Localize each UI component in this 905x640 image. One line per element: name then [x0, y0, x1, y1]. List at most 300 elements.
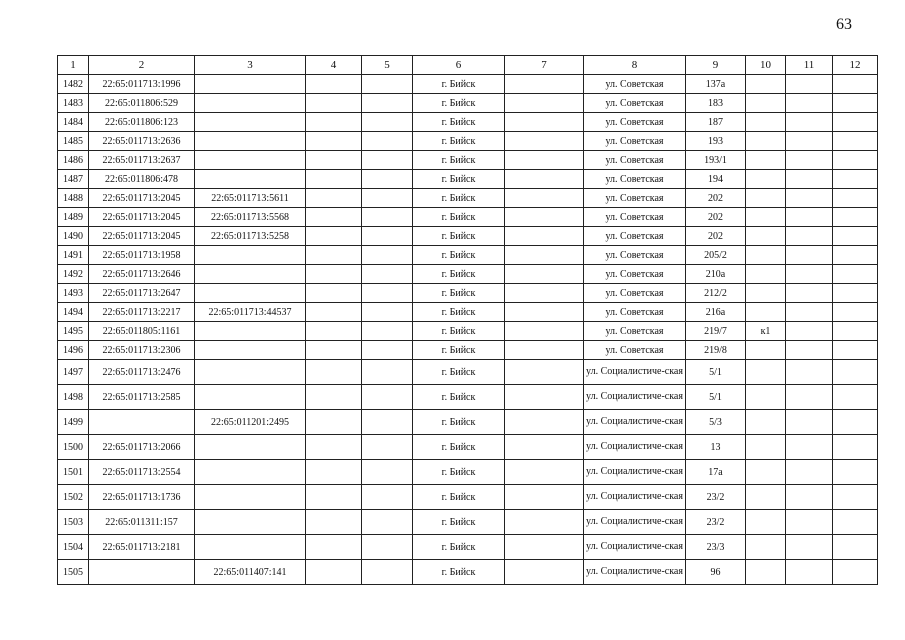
column-7-cell [505, 535, 584, 560]
cadastral-number-cell [89, 560, 195, 585]
column-11-cell [786, 75, 833, 94]
table-row [58, 94, 878, 113]
related-cadastral-number-cell: 22:65:011713:5568 [195, 208, 306, 227]
column-4-cell [306, 113, 362, 132]
related-cadastral-number-cell: 22:65:011201:2495 [195, 410, 306, 435]
row-number-cell: 1488 [58, 189, 89, 208]
related-cadastral-number-cell [195, 485, 306, 510]
column-11-cell [786, 385, 833, 410]
column-11-cell [786, 246, 833, 265]
column-4-cell [306, 151, 362, 170]
column-5-cell [362, 227, 413, 246]
street-cell: ул. Социалистиче-ская [584, 560, 686, 585]
row-number-cell: 1493 [58, 284, 89, 303]
building-cell [746, 284, 786, 303]
street-cell: ул. Советская [584, 303, 686, 322]
building-cell [746, 113, 786, 132]
street-cell: ул. Социалистиче-ская [584, 360, 686, 385]
column-12-cell [833, 535, 878, 560]
column-header: 1 [58, 56, 89, 75]
column-header: 2 [89, 56, 195, 75]
locality-cell: г. Бийск [413, 151, 505, 170]
house-number-cell: 210а [686, 265, 746, 284]
row-number-cell: 1500 [58, 435, 89, 460]
column-5-cell [362, 246, 413, 265]
column-7-cell [505, 170, 584, 189]
column-5-cell [362, 460, 413, 485]
table-row [58, 284, 878, 303]
house-number-cell: 202 [686, 189, 746, 208]
building-cell [746, 303, 786, 322]
column-4-cell [306, 322, 362, 341]
page-number: 63 [836, 16, 852, 33]
house-number-cell: 5/1 [686, 360, 746, 385]
street-cell: ул. Советская [584, 75, 686, 94]
column-5-cell [362, 385, 413, 410]
column-7-cell [505, 132, 584, 151]
column-12-cell [833, 560, 878, 585]
house-number-cell: 13 [686, 435, 746, 460]
locality-cell: г. Бийск [413, 485, 505, 510]
column-11-cell [786, 410, 833, 435]
cadastral-number-cell: 22:65:011713:2636 [89, 132, 195, 151]
column-4-cell [306, 284, 362, 303]
column-5-cell [362, 435, 413, 460]
house-number-cell: 202 [686, 227, 746, 246]
row-number-cell: 1485 [58, 132, 89, 151]
column-12-cell [833, 265, 878, 284]
column-11-cell [786, 170, 833, 189]
locality-cell: г. Бийск [413, 265, 505, 284]
street-cell: ул. Советская [584, 227, 686, 246]
column-11-cell [786, 360, 833, 385]
column-header: 6 [413, 56, 505, 75]
column-header: 4 [306, 56, 362, 75]
column-4-cell [306, 75, 362, 94]
column-5-cell [362, 132, 413, 151]
house-number-cell: 193/1 [686, 151, 746, 170]
column-4-cell [306, 303, 362, 322]
locality-cell: г. Бийск [413, 303, 505, 322]
column-4-cell [306, 535, 362, 560]
related-cadastral-number-cell [195, 113, 306, 132]
column-12-cell [833, 284, 878, 303]
row-number-cell: 1490 [58, 227, 89, 246]
column-5-cell [362, 360, 413, 385]
table-row [58, 535, 878, 560]
column-7-cell [505, 341, 584, 360]
column-11-cell [786, 227, 833, 246]
column-4-cell [306, 265, 362, 284]
table-row [58, 410, 878, 435]
street-cell: ул. Советская [584, 208, 686, 227]
cadastral-number-cell: 22:65:011713:2066 [89, 435, 195, 460]
column-4-cell [306, 246, 362, 265]
building-cell [746, 385, 786, 410]
column-11-cell [786, 132, 833, 151]
column-header: 10 [746, 56, 786, 75]
building-cell [746, 189, 786, 208]
column-11-cell [786, 535, 833, 560]
locality-cell: г. Бийск [413, 189, 505, 208]
related-cadastral-number-cell [195, 322, 306, 341]
column-5-cell [362, 75, 413, 94]
house-number-cell: 194 [686, 170, 746, 189]
column-5-cell [362, 510, 413, 535]
cadastral-number-cell: 22:65:011713:2646 [89, 265, 195, 284]
column-5-cell [362, 485, 413, 510]
cadastral-number-cell: 22:65:011713:2217 [89, 303, 195, 322]
cadastral-number-cell: 22:65:011713:2585 [89, 385, 195, 410]
street-cell: ул. Советская [584, 113, 686, 132]
related-cadastral-number-cell [195, 435, 306, 460]
building-cell [746, 535, 786, 560]
locality-cell: г. Бийск [413, 75, 505, 94]
row-number-cell: 1504 [58, 535, 89, 560]
column-7-cell [505, 360, 584, 385]
column-5-cell [362, 303, 413, 322]
locality-cell: г. Бийск [413, 535, 505, 560]
column-12-cell [833, 246, 878, 265]
column-4-cell [306, 485, 362, 510]
building-cell [746, 460, 786, 485]
column-5-cell [362, 170, 413, 189]
related-cadastral-number-cell [195, 510, 306, 535]
column-12-cell [833, 94, 878, 113]
column-7-cell [505, 322, 584, 341]
locality-cell: г. Бийск [413, 208, 505, 227]
building-cell: к1 [746, 322, 786, 341]
street-cell: ул. Социалистиче-ская [584, 435, 686, 460]
table-row [58, 303, 878, 322]
column-7-cell [505, 94, 584, 113]
column-12-cell [833, 113, 878, 132]
building-cell [746, 94, 786, 113]
column-5-cell [362, 284, 413, 303]
column-4-cell [306, 510, 362, 535]
column-5-cell [362, 113, 413, 132]
building-cell [746, 208, 786, 227]
column-4-cell [306, 94, 362, 113]
column-4-cell [306, 227, 362, 246]
related-cadastral-number-cell [195, 460, 306, 485]
street-cell: ул. Советская [584, 170, 686, 189]
building-cell [746, 170, 786, 189]
locality-cell: г. Бийск [413, 284, 505, 303]
house-number-cell: 193 [686, 132, 746, 151]
table-row [58, 385, 878, 410]
row-number-cell: 1483 [58, 94, 89, 113]
column-11-cell [786, 189, 833, 208]
column-5-cell [362, 410, 413, 435]
cadastral-number-cell: 22:65:011806:123 [89, 113, 195, 132]
building-cell [746, 360, 786, 385]
cadastral-number-cell: 22:65:011806:478 [89, 170, 195, 189]
table-row [58, 265, 878, 284]
locality-cell: г. Бийск [413, 510, 505, 535]
house-number-cell: 219/7 [686, 322, 746, 341]
column-header: 9 [686, 56, 746, 75]
column-5-cell [362, 535, 413, 560]
column-4-cell [306, 132, 362, 151]
column-5-cell [362, 341, 413, 360]
column-7-cell [505, 113, 584, 132]
street-cell: ул. Социалистиче-ская [584, 460, 686, 485]
column-5-cell [362, 322, 413, 341]
table-row [58, 246, 878, 265]
building-cell [746, 265, 786, 284]
related-cadastral-number-cell: 22:65:011713:5258 [195, 227, 306, 246]
house-number-cell: 5/3 [686, 410, 746, 435]
column-7-cell [505, 75, 584, 94]
locality-cell: г. Бийск [413, 460, 505, 485]
row-number-cell: 1487 [58, 170, 89, 189]
column-4-cell [306, 560, 362, 585]
related-cadastral-number-cell: 22:65:011407:141 [195, 560, 306, 585]
cadastral-number-cell: 22:65:011713:2306 [89, 341, 195, 360]
locality-cell: г. Бийск [413, 113, 505, 132]
table-row [58, 322, 878, 341]
related-cadastral-number-cell [195, 284, 306, 303]
table-row [58, 560, 878, 585]
column-12-cell [833, 189, 878, 208]
related-cadastral-number-cell [195, 360, 306, 385]
column-7-cell [505, 560, 584, 585]
column-7-cell [505, 435, 584, 460]
locality-cell: г. Бийск [413, 170, 505, 189]
column-7-cell [505, 189, 584, 208]
column-12-cell [833, 485, 878, 510]
street-cell: ул. Советская [584, 94, 686, 113]
street-cell: ул. Советская [584, 341, 686, 360]
column-header: 12 [833, 56, 878, 75]
column-header: 5 [362, 56, 413, 75]
column-5-cell [362, 189, 413, 208]
table-row [58, 151, 878, 170]
column-12-cell [833, 341, 878, 360]
cadastral-number-cell: 22:65:011713:2476 [89, 360, 195, 385]
related-cadastral-number-cell [195, 151, 306, 170]
column-header: 3 [195, 56, 306, 75]
locality-cell: г. Бийск [413, 341, 505, 360]
column-4-cell [306, 460, 362, 485]
column-12-cell [833, 460, 878, 485]
cadastral-number-cell: 22:65:011713:2647 [89, 284, 195, 303]
house-number-cell: 216а [686, 303, 746, 322]
column-7-cell [505, 485, 584, 510]
building-cell [746, 227, 786, 246]
column-4-cell [306, 170, 362, 189]
column-7-cell [505, 510, 584, 535]
related-cadastral-number-cell [195, 170, 306, 189]
house-number-cell: 23/3 [686, 535, 746, 560]
column-12-cell [833, 435, 878, 460]
house-number-cell: 187 [686, 113, 746, 132]
column-11-cell [786, 151, 833, 170]
cadastral-number-cell [89, 410, 195, 435]
cadastral-number-cell: 22:65:011713:1996 [89, 75, 195, 94]
table-row [58, 113, 878, 132]
row-number-cell: 1503 [58, 510, 89, 535]
column-11-cell [786, 208, 833, 227]
locality-cell: г. Бийск [413, 360, 505, 385]
locality-cell: г. Бийск [413, 410, 505, 435]
column-7-cell [505, 151, 584, 170]
column-11-cell [786, 113, 833, 132]
column-7-cell [505, 385, 584, 410]
table-row [58, 227, 878, 246]
locality-cell: г. Бийск [413, 385, 505, 410]
column-12-cell [833, 75, 878, 94]
house-number-cell: 183 [686, 94, 746, 113]
row-number-cell: 1489 [58, 208, 89, 227]
column-12-cell [833, 303, 878, 322]
locality-cell: г. Бийск [413, 560, 505, 585]
street-cell: ул. Социалистиче-ская [584, 535, 686, 560]
column-4-cell [306, 341, 362, 360]
column-12-cell [833, 510, 878, 535]
cadastral-number-cell: 22:65:011713:1958 [89, 246, 195, 265]
column-5-cell [362, 94, 413, 113]
street-cell: ул. Советская [584, 284, 686, 303]
table-row [58, 510, 878, 535]
table-row [58, 75, 878, 94]
street-cell: ул. Социалистиче-ская [584, 510, 686, 535]
cadastral-number-cell: 22:65:011713:2554 [89, 460, 195, 485]
column-11-cell [786, 460, 833, 485]
cadastral-number-cell: 22:65:011713:2045 [89, 208, 195, 227]
cadastral-number-cell: 22:65:011713:2181 [89, 535, 195, 560]
locality-cell: г. Бийск [413, 246, 505, 265]
column-11-cell [786, 303, 833, 322]
building-cell [746, 435, 786, 460]
column-12-cell [833, 208, 878, 227]
column-4-cell [306, 208, 362, 227]
house-number-cell: 23/2 [686, 485, 746, 510]
locality-cell: г. Бийск [413, 132, 505, 151]
locality-cell: г. Бийск [413, 94, 505, 113]
row-number-cell: 1498 [58, 385, 89, 410]
cadastral-number-cell: 22:65:011311:157 [89, 510, 195, 535]
related-cadastral-number-cell [195, 535, 306, 560]
row-number-cell: 1486 [58, 151, 89, 170]
column-4-cell [306, 410, 362, 435]
building-cell [746, 560, 786, 585]
locality-cell: г. Бийск [413, 322, 505, 341]
column-12-cell [833, 322, 878, 341]
column-11-cell [786, 560, 833, 585]
row-number-cell: 1505 [58, 560, 89, 585]
column-12-cell [833, 410, 878, 435]
building-cell [746, 246, 786, 265]
house-number-cell: 17а [686, 460, 746, 485]
cadastral-number-cell: 22:65:011713:1736 [89, 485, 195, 510]
column-7-cell [505, 410, 584, 435]
column-7-cell [505, 303, 584, 322]
related-cadastral-number-cell: 22:65:011713:44537 [195, 303, 306, 322]
column-11-cell [786, 284, 833, 303]
building-cell [746, 151, 786, 170]
building-cell [746, 132, 786, 151]
column-7-cell [505, 265, 584, 284]
column-11-cell [786, 435, 833, 460]
house-number-cell: 5/1 [686, 385, 746, 410]
table-row [58, 132, 878, 151]
column-7-cell [505, 208, 584, 227]
row-number-cell: 1491 [58, 246, 89, 265]
related-cadastral-number-cell: 22:65:011713:5611 [195, 189, 306, 208]
building-cell [746, 485, 786, 510]
related-cadastral-number-cell [195, 75, 306, 94]
street-cell: ул. Социалистиче-ская [584, 385, 686, 410]
column-12-cell [833, 227, 878, 246]
related-cadastral-number-cell [195, 385, 306, 410]
column-7-cell [505, 284, 584, 303]
column-12-cell [833, 385, 878, 410]
column-7-cell [505, 227, 584, 246]
column-11-cell [786, 510, 833, 535]
column-7-cell [505, 246, 584, 265]
street-cell: ул. Советская [584, 246, 686, 265]
locality-cell: г. Бийск [413, 227, 505, 246]
column-4-cell [306, 435, 362, 460]
column-header: 11 [786, 56, 833, 75]
column-4-cell [306, 189, 362, 208]
street-cell: ул. Социалистиче-ская [584, 485, 686, 510]
column-12-cell [833, 360, 878, 385]
column-12-cell [833, 132, 878, 151]
cadastral-number-cell: 22:65:011713:2045 [89, 227, 195, 246]
building-cell [746, 410, 786, 435]
related-cadastral-number-cell [195, 132, 306, 151]
house-number-cell: 202 [686, 208, 746, 227]
table-row [58, 189, 878, 208]
table-row [58, 435, 878, 460]
street-cell: ул. Советская [584, 265, 686, 284]
locality-cell: г. Бийск [413, 435, 505, 460]
column-header: 8 [584, 56, 686, 75]
row-number-cell: 1496 [58, 341, 89, 360]
related-cadastral-number-cell [195, 246, 306, 265]
column-5-cell [362, 151, 413, 170]
house-number-cell: 137а [686, 75, 746, 94]
related-cadastral-number-cell [195, 265, 306, 284]
column-11-cell [786, 94, 833, 113]
building-cell [746, 75, 786, 94]
cadastral-number-cell: 22:65:011805:1161 [89, 322, 195, 341]
column-5-cell [362, 265, 413, 284]
building-cell [746, 341, 786, 360]
table-row [58, 341, 878, 360]
row-number-cell: 1494 [58, 303, 89, 322]
registry-table [57, 55, 878, 585]
column-5-cell [362, 560, 413, 585]
column-header: 7 [505, 56, 584, 75]
street-cell: ул. Советская [584, 151, 686, 170]
column-4-cell [306, 385, 362, 410]
cadastral-number-cell: 22:65:011713:2637 [89, 151, 195, 170]
street-cell: ул. Советская [584, 189, 686, 208]
house-number-cell: 205/2 [686, 246, 746, 265]
row-number-cell: 1497 [58, 360, 89, 385]
column-4-cell [306, 360, 362, 385]
column-5-cell [362, 208, 413, 227]
row-number-cell: 1492 [58, 265, 89, 284]
row-number-cell: 1499 [58, 410, 89, 435]
house-number-cell: 96 [686, 560, 746, 585]
table-row [58, 208, 878, 227]
street-cell: ул. Социалистиче-ская [584, 410, 686, 435]
